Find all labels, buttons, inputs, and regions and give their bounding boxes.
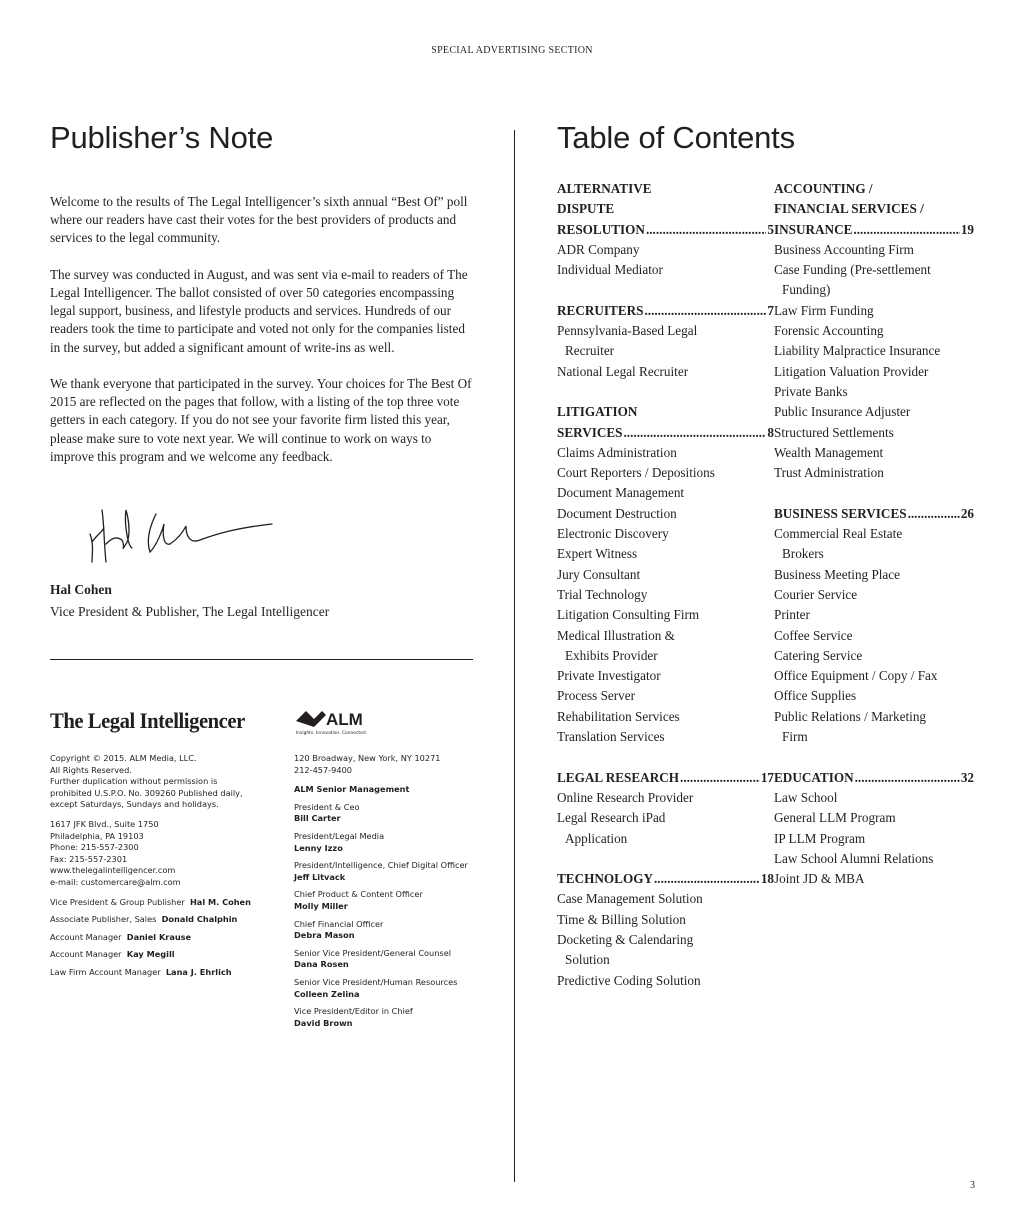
paragraph: Welcome to the results of The Legal Intelligencer’s sixth annual “Best Of” poll where our readers have cast their votes for the best providers of products and services to the legal community.: [50, 194, 468, 246]
toc-section-heading: RESOLUTION: [557, 221, 645, 237]
alm-address-line: 120 Broadway, New York, NY 10271: [294, 753, 441, 763]
toc-page-number: 18: [760, 871, 774, 887]
toc-entry: Process Server: [557, 688, 636, 704]
mgmt-name: Lenny Izzo: [294, 842, 343, 853]
toc-entry: Public Relations / Marketing: [774, 708, 927, 724]
toc-entry: Private Banks: [774, 383, 848, 399]
toc-entry: Forensic Accounting: [774, 323, 884, 339]
toc-entry: Document Destruction: [557, 505, 677, 521]
toc-entry: Office Supplies: [774, 688, 857, 704]
dot-leader: [908, 504, 960, 524]
mgmt-role: Chief Financial Officer: [294, 918, 384, 929]
alm-logo-text: ALM: [326, 710, 363, 729]
toc-section-heading: EDUCATION: [774, 769, 854, 785]
alm-tagline: Insights. Innovation. Connected.: [296, 731, 368, 736]
toc-entry: Law School: [774, 789, 838, 805]
mgmt-role: Chief Product & Content Officer: [294, 889, 423, 900]
toc-column: [557, 120, 977, 1011]
toc-subcolumn-1: [557, 179, 774, 1011]
toc-entry: Firm: [782, 729, 808, 745]
toc-entry: Jury Consultant: [557, 566, 641, 582]
copyright-line: except Saturdays, Sundays and holidays.: [50, 799, 219, 810]
toc-entry: Medical Illustration &: [557, 627, 675, 643]
toc-entry: Office Equipment / Copy / Fax: [774, 668, 938, 684]
toc-entry: Brokers: [782, 546, 824, 562]
toc-entry: IP LLM Program: [774, 830, 866, 846]
toc-entry: Funding): [782, 282, 831, 298]
mgmt-name: Debra Mason: [294, 930, 355, 941]
dot-leader: [654, 869, 760, 889]
toc-entry: Trust Administration: [774, 465, 884, 481]
toc-entry: Catering Service: [774, 647, 863, 663]
mgmt-role: President/Legal Media: [294, 830, 385, 841]
mgmt-name: Colleen Zelina: [294, 988, 360, 999]
toc-entry: Individual Mediator: [557, 262, 663, 278]
toc-entry: Business Meeting Place: [774, 566, 900, 582]
address-line: 1617 JFK Blvd., Suite 1750: [50, 818, 159, 829]
toc-entry: Claims Administration: [557, 444, 677, 460]
column-divider: [514, 130, 515, 1182]
toc-entry: Exhibits Provider: [565, 647, 658, 663]
toc-entry: Electronic Discovery: [557, 526, 669, 542]
toc-entry: Time & Billing Solution: [557, 911, 686, 927]
mgmt-name: Bill Carter: [294, 813, 341, 824]
toc-section-heading: LITIGATION: [557, 404, 638, 420]
staff-entry: Vice President & Group Publisher Hal M. Cohen: [50, 896, 251, 907]
dot-leader: [853, 220, 959, 240]
toc-entry: General LLM Program: [774, 810, 896, 826]
toc-entry: Translation Services: [557, 729, 665, 745]
toc-section-heading-line: [557, 220, 774, 240]
toc-page-number: 19: [960, 221, 974, 237]
toc-section-business-services: [774, 504, 974, 748]
staff-entry: Account Manager Kay Megill: [50, 949, 175, 960]
toc-entry: Private Investigator: [557, 668, 661, 684]
toc-page-number: 7: [767, 302, 774, 318]
toc-entry: Structured Settlements: [774, 424, 894, 440]
toc-section-heading: ACCOUNTING /: [774, 181, 873, 196]
mgmt-name: David Brown: [294, 1017, 353, 1028]
toc-entry: Case Funding (Pre-settlement: [774, 262, 931, 278]
mgmt-heading: ALM Senior Management: [294, 784, 410, 795]
mgmt-role: Senior Vice President/General Counsel: [294, 947, 452, 958]
toc-entry: Business Accounting Firm: [774, 241, 914, 257]
toc-entry: Rehabilitation Services: [557, 708, 680, 724]
toc-entry: Recruiter: [565, 343, 615, 359]
toc-entry: ADR Company: [557, 241, 640, 257]
toc-entry: Printer: [774, 607, 810, 623]
toc-entry: Document Management: [557, 485, 685, 501]
toc-section-heading: FINANCIAL SERVICES /: [774, 201, 924, 217]
toc-entry: Application: [565, 830, 628, 846]
toc-section-heading: ALTERNATIVE: [557, 181, 652, 196]
toc-title: Table of Contents: [557, 120, 795, 155]
toc-entry: Pennsylvania-Based Legal: [557, 323, 698, 339]
toc-entry: Case Management Solution: [557, 891, 703, 907]
alm-logo: [294, 707, 394, 737]
toc-entry: Law Firm Funding: [774, 302, 874, 318]
toc-section-heading-line: [774, 220, 974, 240]
toc-page-number: 17: [760, 769, 774, 785]
dot-leader: [855, 768, 960, 788]
copyright-line: All Rights Reserved.: [50, 764, 132, 775]
toc-entry: Law School Alumni Relations: [774, 850, 934, 866]
toc-page-number: 8: [767, 424, 774, 440]
dot-leader: [624, 423, 767, 443]
publisher-note-title: Publisher’s Note: [50, 120, 274, 155]
alm-management: [294, 753, 504, 1029]
toc-section-heading-line: [774, 504, 974, 524]
mgmt-name: Jeff Litvack: [294, 871, 346, 882]
toc-entry: Online Research Provider: [557, 789, 694, 805]
copyright-line: Copyright © 2015. ALM Media, LLC.: [50, 753, 197, 763]
toc-entry: Joint JD & MBA: [774, 871, 865, 887]
mgmt-role: President/Intelligence, Chief Digital Officer: [294, 860, 468, 871]
legal-intelligencer-logo: The Legal Intelligencer: [50, 708, 245, 733]
toc-section-resolution: [557, 179, 774, 280]
toc-section-insurance: [774, 179, 974, 483]
staff-entry: Associate Publisher, Sales Donald Chalphin: [50, 914, 238, 925]
toc-section-education: [774, 768, 974, 890]
address-line: Fax: 215-557-2301: [50, 853, 128, 864]
toc-section-heading-line: [557, 301, 774, 321]
toc-entry: Court Reporters / Depositions: [557, 465, 715, 481]
toc-section-recruiters: [557, 301, 774, 382]
mgmt-role: President & Ceo: [294, 801, 360, 812]
toc-entry: Trial Technology: [557, 586, 648, 602]
toc-page-number: 26: [960, 505, 974, 521]
dot-leader: [644, 301, 766, 321]
toc-entry: Predictive Coding Solution: [557, 972, 701, 988]
toc-section-heading: TECHNOLOGY: [557, 871, 653, 887]
toc-section-technology: [557, 869, 774, 991]
signature-image: [86, 504, 276, 566]
staff-entry: Law Firm Account Manager Lana J. Ehrlich: [50, 966, 232, 977]
toc-entry: Litigation Valuation Provider: [774, 363, 929, 379]
toc-section-heading: RECRUITERS: [557, 302, 644, 318]
page-number: 3: [970, 1180, 975, 1191]
mgmt-role: Senior Vice President/Human Resources: [294, 976, 458, 987]
signer-name: Hal Cohen: [50, 582, 112, 597]
alm-address-line: 212-457-9400: [294, 764, 353, 775]
toc-section-heading-line: [557, 869, 774, 889]
toc-section-heading-line: [774, 768, 974, 788]
staff-entry: Account Manager Daniel Krause: [50, 931, 192, 942]
toc-entry: Public Insurance Adjuster: [774, 404, 911, 420]
toc-entry: National Legal Recruiter: [557, 363, 689, 379]
publisher-note-column: [50, 120, 474, 619]
mgmt-role: Vice President/Editor in Chief: [294, 1006, 413, 1017]
running-header: SPECIAL ADVERTISING SECTION: [431, 45, 593, 56]
toc-page-number: 5: [767, 221, 774, 237]
dot-leader: [680, 768, 760, 788]
address-line: Phone: 215-557-2300: [50, 842, 139, 853]
toc-section-heading: LEGAL RESEARCH: [557, 769, 680, 785]
toc-page-number: 32: [960, 769, 974, 785]
paragraph: The survey was conducted in August, and was sent via e-mail to readers of The Legal Intelligencer. The ballot consisted of over 50 categories encompassing legal support, business, and lifestyle products and services. Hundreds of our readers took the time to participate and voted not only for the companies listed in the survey, but added a significant amount of write-ins as well.: [50, 266, 468, 355]
address-line: www.thelegalintelligencer.com: [50, 865, 176, 876]
dot-leader: [646, 220, 766, 240]
toc-entry: Litigation Consulting Firm: [557, 607, 700, 623]
toc-entry: Commercial Real Estate: [774, 526, 903, 542]
address-line: e-mail: customercare@alm.com: [50, 876, 181, 887]
copyright-line: prohibited U.S.P.O. No. 309260 Published daily,: [50, 787, 243, 798]
address-line: Philadelphia, PA 19103: [50, 830, 144, 841]
mgmt-name: Molly Miller: [294, 900, 348, 911]
toc-entry: Coffee Service: [774, 627, 853, 643]
toc-entry: Expert Witness: [557, 546, 638, 562]
section-divider: [50, 659, 473, 660]
toc-entry: Liability Malpractice Insurance: [774, 343, 941, 359]
signer-title: Vice President & Publisher, The Legal Intelligencer: [50, 604, 330, 619]
toc-section-heading: DISPUTE: [557, 201, 615, 217]
toc-section-heading: SERVICES: [557, 424, 623, 440]
toc-section-services: [557, 402, 774, 747]
toc-entry: Wealth Management: [774, 444, 884, 460]
toc-section-heading: BUSINESS SERVICES: [774, 505, 907, 521]
copyright-line: Further duplication without permission is: [50, 776, 218, 787]
toc-entry: Legal Research iPad: [557, 810, 666, 826]
publisher-note-body: [50, 193, 474, 466]
toc-section-heading-line: [557, 423, 774, 443]
toc-entry: Courier Service: [774, 586, 858, 602]
toc-entry: Solution: [565, 952, 610, 968]
mgmt-name: Dana Rosen: [294, 959, 349, 970]
toc-section-heading-line: [557, 768, 774, 788]
toc-entry: Docketing & Calendaring: [557, 931, 694, 947]
toc-section-heading: INSURANCE: [774, 221, 853, 237]
colophon: [50, 753, 270, 979]
paragraph: We thank everyone that participated in the survey. Your choices for The Best Of 2015 are reflected on the pages that follow, with a listing of the top three vote getters in each category. If you do not see your favorite firm listed this year, please make sure to vote next year. We will continue to work on ways to improve this program and we welcome any feedback.: [50, 376, 472, 464]
toc-subcolumn-2: [774, 179, 974, 1011]
toc-section-legal-research: [557, 768, 774, 849]
